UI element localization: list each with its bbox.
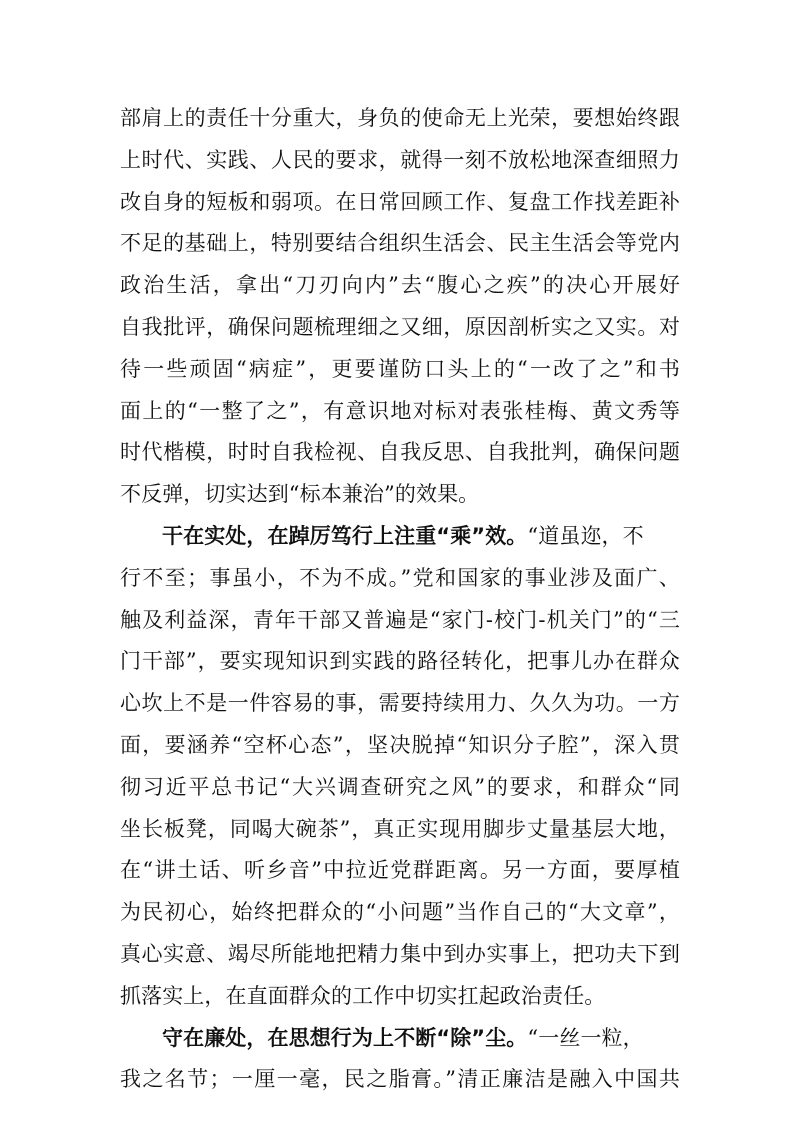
section-heading-line — [120, 516, 680, 558]
paragraph-last-line: 抓落实上，在直面群众的工作中切实扛起政治责任。 — [120, 983, 606, 1008]
paragraph-line: 部肩上的责任十分重大，身负的使命无上光荣，要想始终跟 — [120, 106, 680, 130]
paragraph-line: 真心实意、竭尽所能地把精力集中到办实事上，把功夫下到 — [120, 941, 680, 966]
paragraph-line: 为民初心，始终把群众的“小问题”当作自己的“大文章”， — [120, 900, 680, 925]
paragraph-line: 改自身的短板和弱项。在日常回顾工作、复盘工作找差距补 — [120, 189, 680, 214]
paragraph-line: 待一些顽固“病症”，更要谨防口头上的“一改了之”和书 — [120, 356, 680, 381]
paragraph-line: 时代楷模，时时自我检视、自我反思、自我批判，确保问题 — [120, 440, 680, 465]
paragraph-text: “一丝一粒， — [527, 1025, 644, 1050]
section-heading: 守在廉处，在思想行为上不断“除”尘。 — [162, 1025, 528, 1050]
paragraph-line: 心坎上不是一件容易的事，需要持续用力、久久为功。一方 — [120, 691, 680, 716]
paragraph-line: 面，要涵养“空杯心态”，坚决脱掉“知识分子腔”，深入贯 — [120, 732, 680, 757]
paragraph-last-line: 不反弹，切实达到“标本兼治”的效果。 — [120, 482, 480, 507]
paragraph-line: 彻习近平总书记“大兴调查研究之风”的要求，和群众“同 — [120, 774, 680, 799]
paragraph-line: 上时代、实践、人民的要求，就得一刻不放松地深查细照力 — [120, 147, 680, 172]
body-text — [120, 98, 680, 1101]
paragraph-text: “道虽迩，不 — [527, 523, 644, 548]
paragraph-line: 自我批评，确保问题梳理细之又细，原因剖析实之又实。对 — [120, 314, 680, 339]
paragraph-line: 门干部”，要实现知识到实践的路径转化，把事儿办在群众 — [120, 649, 680, 674]
paragraph-line: 不足的基础上，特别要结合组织生活会、民主生活会等党内 — [120, 231, 680, 256]
paragraph-line: 在“讲土话、听乡音”中拉近党群距离。另一方面，要厚植 — [120, 858, 680, 883]
paragraph-line: 坐长板凳，同喝大碗茶”，真正实现用脚步丈量基层大地， — [120, 816, 680, 841]
paragraph-line: 政治生活，拿出“刀刃向内”去“腹心之疾”的决心开展好 — [120, 273, 680, 298]
paragraph-line: 行不至；事虽小，不为不成。”党和国家的事业涉及面广、 — [120, 565, 680, 590]
paragraph-line: 面上的“一整了之”，有意识地对标对表张桂梅、黄文秀等 — [120, 398, 680, 423]
section-heading-line — [120, 1018, 680, 1060]
paragraph-line: 我之名节；一厘一毫，民之脂膏。”清正廉洁是融入中国共 — [120, 1067, 680, 1092]
section-heading: 干在实处，在踔厉笃行上注重“乘”效。 — [162, 523, 528, 548]
paragraph-line: 触及利益深，青年干部又普遍是“家门-校门-机关门”的“三 — [120, 607, 680, 632]
